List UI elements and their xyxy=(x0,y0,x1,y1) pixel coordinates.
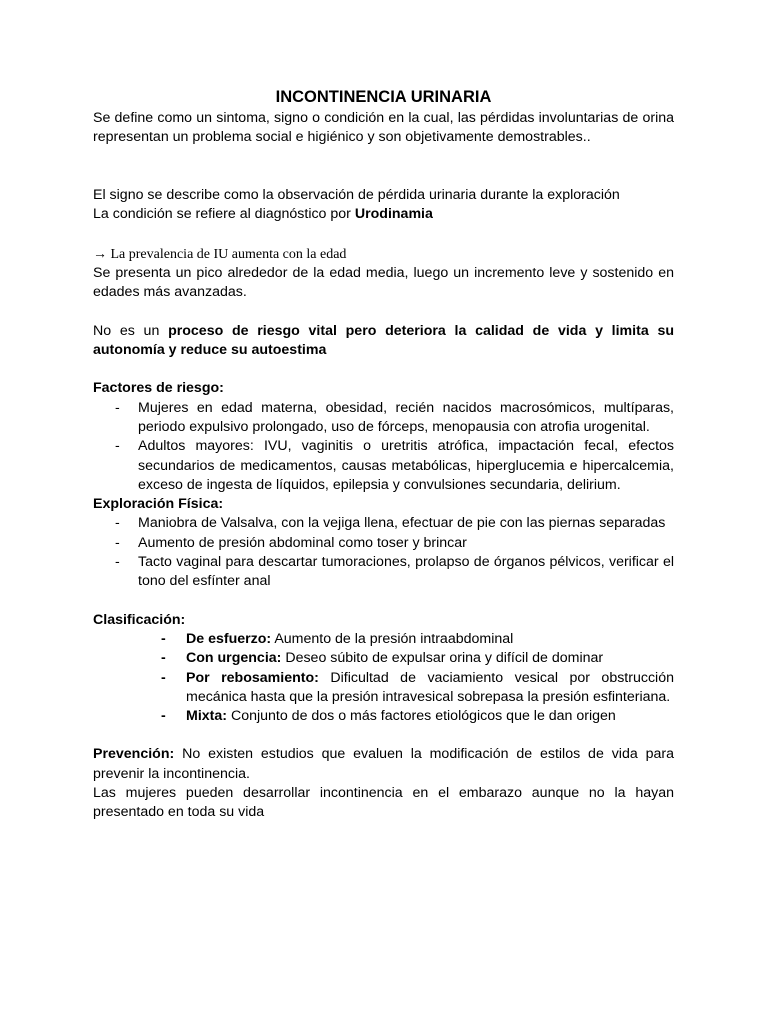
clasificacion-text: Deseo súbito de expulsar orina y difícil de dominar xyxy=(281,650,604,667)
exploracion-text: Aumento de presión abdominal como toser y brincar xyxy=(138,534,467,551)
list-marker: - xyxy=(115,399,120,416)
embarazo-paragraph: Las mujeres pueden desarrollar incontinencia en el embarazo aunque no la hayan presentado en toda su vida xyxy=(93,785,674,821)
document-page xyxy=(93,86,674,823)
clasificacion-text: Aumento de la presión intraabdominal xyxy=(271,630,514,647)
exploracion-heading: Exploración Física: xyxy=(93,496,224,513)
clasificacion-label: Por rebosamiento: xyxy=(186,669,319,686)
condicion-paragraph xyxy=(93,205,674,224)
list-marker: - xyxy=(115,554,120,571)
list-item xyxy=(93,707,674,726)
clasificacion-list xyxy=(93,630,674,726)
factor-text: Mujeres en edad materna, obesidad, recién nacidos macrosómicos, multíparas, periodo expulsivo prolongado, uso de fórceps, menopausia con atrofia urogenital. xyxy=(138,399,674,435)
exploracion-text: Tacto vaginal para descartar tumoraciones, prolapso de órganos pélvicos, verificar el tono del esfínter anal xyxy=(138,554,674,590)
exploracion-text: Maniobra de Valsalva, con la vejiga llena, efectuar de pie con las piernas separadas xyxy=(138,515,666,532)
factores-list xyxy=(93,399,674,495)
pico-paragraph: Se presenta un pico alrededor de la edad media, luego un incremento leve y sostenido en edades más avanzadas. xyxy=(93,265,674,301)
riesgo-text: No es un xyxy=(93,322,169,339)
list-marker: - xyxy=(161,630,166,647)
clasificacion-text: Dificultad de vaciamiento vesical por obstrucción mecánica hasta que la presión intravesical sobrepasa la presión esfinteriana. xyxy=(186,669,674,705)
factor-text: Adultos mayores: IVU, vaginitis o uretritis atrófica, impactación fecal, efectos secundarios de medicamentos, causas metabólicas, hiperglucemia e hipercalcemia, exceso de ingesta de líquidos, epilepsia y convulsiones secundaria, delirium. xyxy=(138,438,674,493)
list-marker: - xyxy=(161,650,166,667)
clasificacion-text: Conjunto de dos o más factores etiológicos que le dan origen xyxy=(227,708,616,725)
list-marker: - xyxy=(161,669,166,686)
prevalencia-note: → La prevalencia de IU aumenta con la edad xyxy=(93,247,347,263)
list-item xyxy=(93,649,674,668)
list-item xyxy=(93,534,674,553)
list-item xyxy=(93,669,674,708)
list-marker: - xyxy=(115,515,120,532)
document-title: INCONTINENCIA URINARIA xyxy=(275,88,492,106)
factores-heading: Factores de riesgo: xyxy=(93,380,224,397)
riesgo-emphasis: proceso de riesgo vital pero deteriora la calidad de vida y limita su autonomía y reduce su autoestima xyxy=(93,322,675,359)
clasificacion-label: Con urgencia: xyxy=(186,650,282,667)
clasificacion-label: Mixta: xyxy=(186,708,227,725)
list-marker: - xyxy=(115,438,120,455)
riesgo-paragraph xyxy=(93,322,674,361)
clasificacion-heading: Clasificación: xyxy=(93,611,186,628)
condicion-text: La condición se refiere al diagnóstico por xyxy=(93,205,355,222)
prevencion-label: Prevención: xyxy=(93,746,175,763)
urodinamia-term: Urodinamia xyxy=(354,205,433,222)
list-item xyxy=(93,437,674,495)
list-item xyxy=(93,553,674,592)
list-item xyxy=(93,630,674,649)
exploracion-list xyxy=(93,514,674,591)
list-item xyxy=(93,514,674,533)
intro-paragraph: Se define como un sintoma, signo o condición en la cual, las pérdidas involuntarias de orina representan un problema social e higiénico y son objetivamente demostrables.. xyxy=(93,110,674,146)
list-marker: - xyxy=(161,708,166,725)
clasificacion-label: De esfuerzo: xyxy=(186,630,272,647)
prevencion-paragraph xyxy=(93,745,674,784)
prevencion-text: No existen estudios que evaluen la modificación de estilos de vida para prevenir la incontinencia. xyxy=(93,746,674,782)
list-marker: - xyxy=(115,534,120,551)
signo-paragraph: El signo se describe como la observación de pérdida urinaria durante la exploración xyxy=(93,186,620,203)
list-item xyxy=(93,399,674,438)
